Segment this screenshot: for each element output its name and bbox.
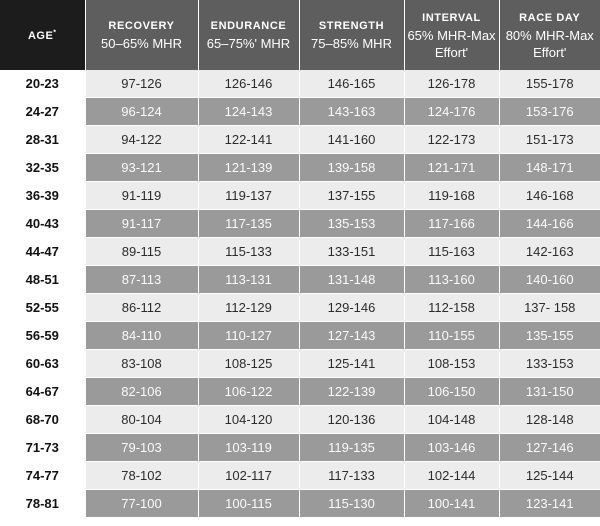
zone-cell: 117-133 bbox=[299, 462, 404, 490]
zone-cell: 108-153 bbox=[404, 350, 499, 378]
zone-cell: 125-141 bbox=[299, 350, 404, 378]
zone-cell: 91-117 bbox=[85, 210, 198, 238]
table-row bbox=[0, 322, 600, 350]
race-day-header: RACE DAY 80% MHR-Max Effort' bbox=[499, 0, 600, 70]
zone-cell: 128-148 bbox=[499, 406, 600, 434]
age-cell: 68-70 bbox=[0, 406, 85, 434]
age-cell: 52-55 bbox=[0, 294, 85, 322]
zone-cell: 113-131 bbox=[198, 266, 299, 294]
zone-cell: 131-148 bbox=[299, 266, 404, 294]
zone-cell: 83-108 bbox=[85, 350, 198, 378]
table-row bbox=[0, 154, 600, 182]
zone-cell: 122-141 bbox=[198, 126, 299, 154]
zone-cell: 146-165 bbox=[299, 70, 404, 98]
age-cell: 40-43 bbox=[0, 210, 85, 238]
table-row bbox=[0, 266, 600, 294]
age-cell: 20-23 bbox=[0, 70, 85, 98]
zone-cell: 100-141 bbox=[404, 490, 499, 518]
endurance-header: ENDURANCE 65–75%' MHR bbox=[198, 0, 299, 70]
zone-cell: 104-120 bbox=[198, 406, 299, 434]
zone-cell: 77-100 bbox=[85, 490, 198, 518]
table-row bbox=[0, 462, 600, 490]
zone-cell: 110-127 bbox=[198, 322, 299, 350]
table-row bbox=[0, 378, 600, 406]
zone-cell: 135-153 bbox=[299, 210, 404, 238]
zone-cell: 126-178 bbox=[404, 70, 499, 98]
table-row bbox=[0, 98, 600, 126]
zone-cell: 124-143 bbox=[198, 98, 299, 126]
zone-cell: 96-124 bbox=[85, 98, 198, 126]
zone-cell: 142-163 bbox=[499, 238, 600, 266]
zone-cell: 102-144 bbox=[404, 462, 499, 490]
age-cell: 56-59 bbox=[0, 322, 85, 350]
zone-cell: 144-166 bbox=[499, 210, 600, 238]
age-cell: 36-39 bbox=[0, 182, 85, 210]
table-row bbox=[0, 70, 600, 98]
age-cell: 74-77 bbox=[0, 462, 85, 490]
table-row bbox=[0, 350, 600, 378]
table-body bbox=[0, 70, 600, 518]
table-row bbox=[0, 406, 600, 434]
zone-cell: 119-137 bbox=[198, 182, 299, 210]
table-row bbox=[0, 210, 600, 238]
age-header: AGE* bbox=[0, 0, 85, 70]
zone-cell: 143-163 bbox=[299, 98, 404, 126]
interval-header: INTERVAL 65% MHR-Max Effort' bbox=[404, 0, 499, 70]
zone-cell: 119-168 bbox=[404, 182, 499, 210]
zone-cell: 87-113 bbox=[85, 266, 198, 294]
zone-cell: 148-171 bbox=[499, 154, 600, 182]
zone-cell: 120-136 bbox=[299, 406, 404, 434]
zone-cell: 102-117 bbox=[198, 462, 299, 490]
zone-cell: 153-176 bbox=[499, 98, 600, 126]
zone-cell: 80-104 bbox=[85, 406, 198, 434]
zone-cell: 78-102 bbox=[85, 462, 198, 490]
zone-cell: 127-143 bbox=[299, 322, 404, 350]
zone-cell: 115-133 bbox=[198, 238, 299, 266]
zone-cell: 91-119 bbox=[85, 182, 198, 210]
zone-cell: 84-110 bbox=[85, 322, 198, 350]
zone-cell: 135-155 bbox=[499, 322, 600, 350]
age-cell: 28-31 bbox=[0, 126, 85, 154]
age-cell: 64-67 bbox=[0, 378, 85, 406]
table-row bbox=[0, 434, 600, 462]
zone-cell: 140-160 bbox=[499, 266, 600, 294]
zone-cell: 122-173 bbox=[404, 126, 499, 154]
zone-cell: 122-139 bbox=[299, 378, 404, 406]
zone-cell: 86-112 bbox=[85, 294, 198, 322]
zone-cell: 106-122 bbox=[198, 378, 299, 406]
zone-cell: 129-146 bbox=[299, 294, 404, 322]
zone-cell: 125-144 bbox=[499, 462, 600, 490]
age-cell: 71-73 bbox=[0, 434, 85, 462]
age-cell: 32-35 bbox=[0, 154, 85, 182]
table-row bbox=[0, 490, 600, 518]
zone-cell: 137- 158 bbox=[499, 294, 600, 322]
strength-header: STRENGTH 75–85% MHR bbox=[299, 0, 404, 70]
zone-cell: 137-155 bbox=[299, 182, 404, 210]
zone-cell: 117-135 bbox=[198, 210, 299, 238]
zone-cell: 115-130 bbox=[299, 490, 404, 518]
age-cell: 44-47 bbox=[0, 238, 85, 266]
table-row bbox=[0, 238, 600, 266]
table-row bbox=[0, 126, 600, 154]
zone-cell: 133-153 bbox=[499, 350, 600, 378]
age-cell: 60-63 bbox=[0, 350, 85, 378]
zone-cell: 127-146 bbox=[499, 434, 600, 462]
age-cell: 78-81 bbox=[0, 490, 85, 518]
zone-cell: 121-171 bbox=[404, 154, 499, 182]
zone-cell: 141-160 bbox=[299, 126, 404, 154]
zone-cell: 146-168 bbox=[499, 182, 600, 210]
age-cell: 24-27 bbox=[0, 98, 85, 126]
zone-cell: 79-103 bbox=[85, 434, 198, 462]
zone-cell: 131-150 bbox=[499, 378, 600, 406]
zone-cell: 126-146 bbox=[198, 70, 299, 98]
zone-cell: 139-158 bbox=[299, 154, 404, 182]
zone-cell: 133-151 bbox=[299, 238, 404, 266]
zone-cell: 103-119 bbox=[198, 434, 299, 462]
zone-cell: 123-141 bbox=[499, 490, 600, 518]
zone-cell: 100-115 bbox=[198, 490, 299, 518]
header-row bbox=[0, 0, 600, 70]
recovery-header: RECOVERY 50–65% MHR bbox=[85, 0, 198, 70]
zone-cell: 110-155 bbox=[404, 322, 499, 350]
table-row bbox=[0, 294, 600, 322]
zone-cell: 104-148 bbox=[404, 406, 499, 434]
zone-cell: 93-121 bbox=[85, 154, 198, 182]
zone-cell: 151-173 bbox=[499, 126, 600, 154]
zone-cell: 94-122 bbox=[85, 126, 198, 154]
zone-cell: 113-160 bbox=[404, 266, 499, 294]
zone-cell: 119-135 bbox=[299, 434, 404, 462]
zone-cell: 115-163 bbox=[404, 238, 499, 266]
age-cell: 48-51 bbox=[0, 266, 85, 294]
zone-cell: 121-139 bbox=[198, 154, 299, 182]
zone-cell: 103-146 bbox=[404, 434, 499, 462]
zone-cell: 112-129 bbox=[198, 294, 299, 322]
zone-cell: 124-176 bbox=[404, 98, 499, 126]
table-row bbox=[0, 182, 600, 210]
zone-cell: 89-115 bbox=[85, 238, 198, 266]
zone-cell: 106-150 bbox=[404, 378, 499, 406]
zone-cell: 108-125 bbox=[198, 350, 299, 378]
zone-cell: 155-178 bbox=[499, 70, 600, 98]
zone-cell: 82-106 bbox=[85, 378, 198, 406]
zone-cell: 117-166 bbox=[404, 210, 499, 238]
zone-cell: 97-126 bbox=[85, 70, 198, 98]
zone-cell: 112-158 bbox=[404, 294, 499, 322]
